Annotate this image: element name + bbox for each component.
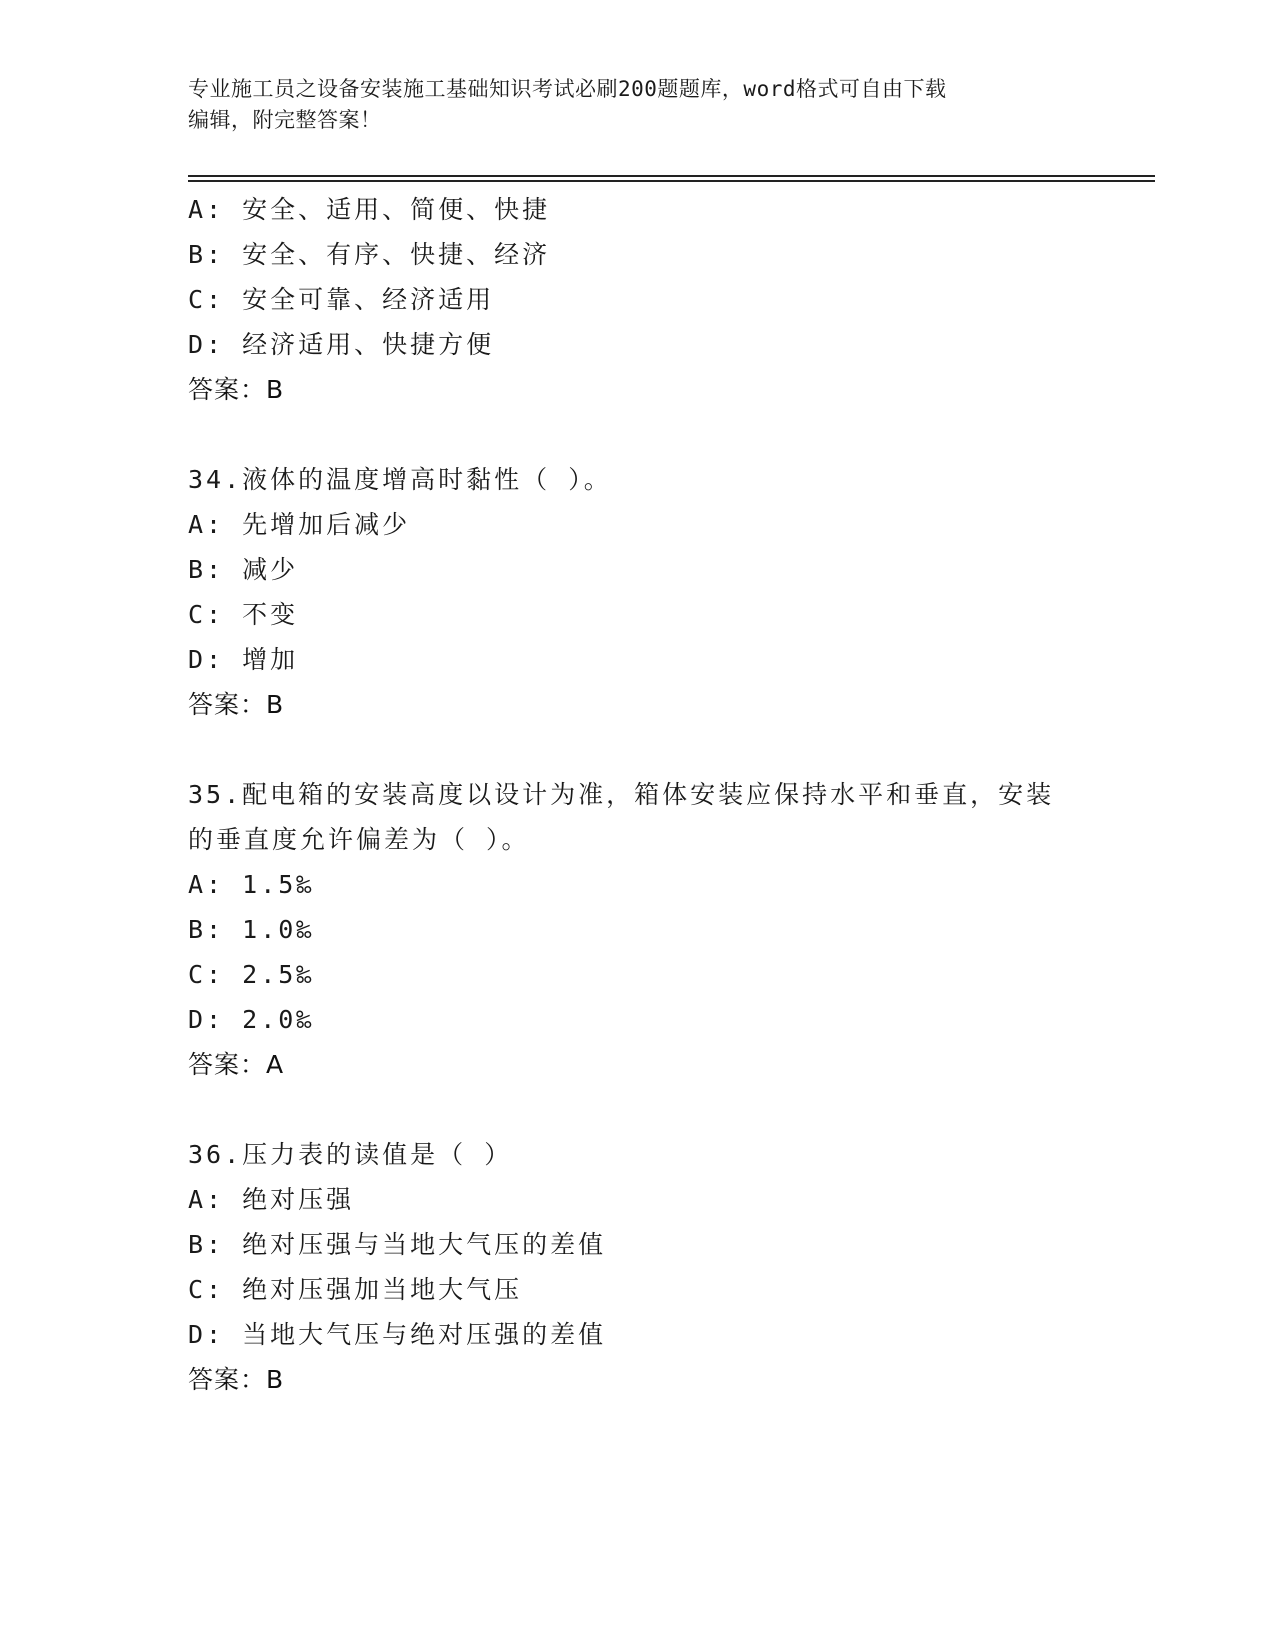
document-header xyxy=(188,74,1068,136)
q35-stem-line-2: 的垂直度允许偏差为（ ）。 xyxy=(188,825,530,854)
header-title-line-2: 编辑，附完整答案！ xyxy=(188,108,382,132)
q35-answer: 答案：A xyxy=(188,1050,285,1079)
header-divider-lower xyxy=(188,180,1155,182)
q35-option-c: C: 2.5‰ xyxy=(188,960,315,989)
q33-option-d: D: 经济适用、快捷方便 xyxy=(188,330,495,359)
q36-option-d: D: 当地大气压与绝对压强的差值 xyxy=(188,1320,607,1349)
q34-option-b: B: 减少 xyxy=(188,555,299,584)
q35-option-a: A: 1.5‰ xyxy=(188,870,315,899)
q34-option-c: C: 不变 xyxy=(188,600,299,629)
q33-option-b: B: 安全、有序、快捷、经济 xyxy=(188,240,551,269)
q36-option-c: C: 绝对压强加当地大气压 xyxy=(188,1275,523,1304)
header-divider-upper xyxy=(188,175,1155,177)
q34-option-a: A: 先增加后减少 xyxy=(188,510,411,539)
q36-option-b: B: 绝对压强与当地大气压的差值 xyxy=(188,1230,607,1259)
q33-answer: 答案：B xyxy=(188,375,285,404)
q34-option-d: D: 增加 xyxy=(188,645,299,674)
q35-stem-line-1: 35.配电箱的安装高度以设计为准，箱体安装应保持水平和垂直，安装 xyxy=(188,780,1055,809)
q36-option-a: A: 绝对压强 xyxy=(188,1185,355,1214)
q35-option-b: B: 1.0‰ xyxy=(188,915,315,944)
q33-option-a: A: 安全、适用、简便、快捷 xyxy=(188,195,551,224)
q36-stem: 36.压力表的读值是（ ） xyxy=(188,1140,513,1169)
q34-answer: 答案：B xyxy=(188,690,285,719)
q34-stem: 34.液体的温度增高时黏性（ ）。 xyxy=(188,465,612,494)
q36-answer: 答案：B xyxy=(188,1365,285,1394)
q35-option-d: D: 2.0‰ xyxy=(188,1005,315,1034)
q33-option-c: C: 安全可靠、经济适用 xyxy=(188,285,495,314)
header-title-line-1: 专业施工员之设备安装施工基础知识考试必刷200题题库，word格式可自由下载 xyxy=(188,77,947,101)
